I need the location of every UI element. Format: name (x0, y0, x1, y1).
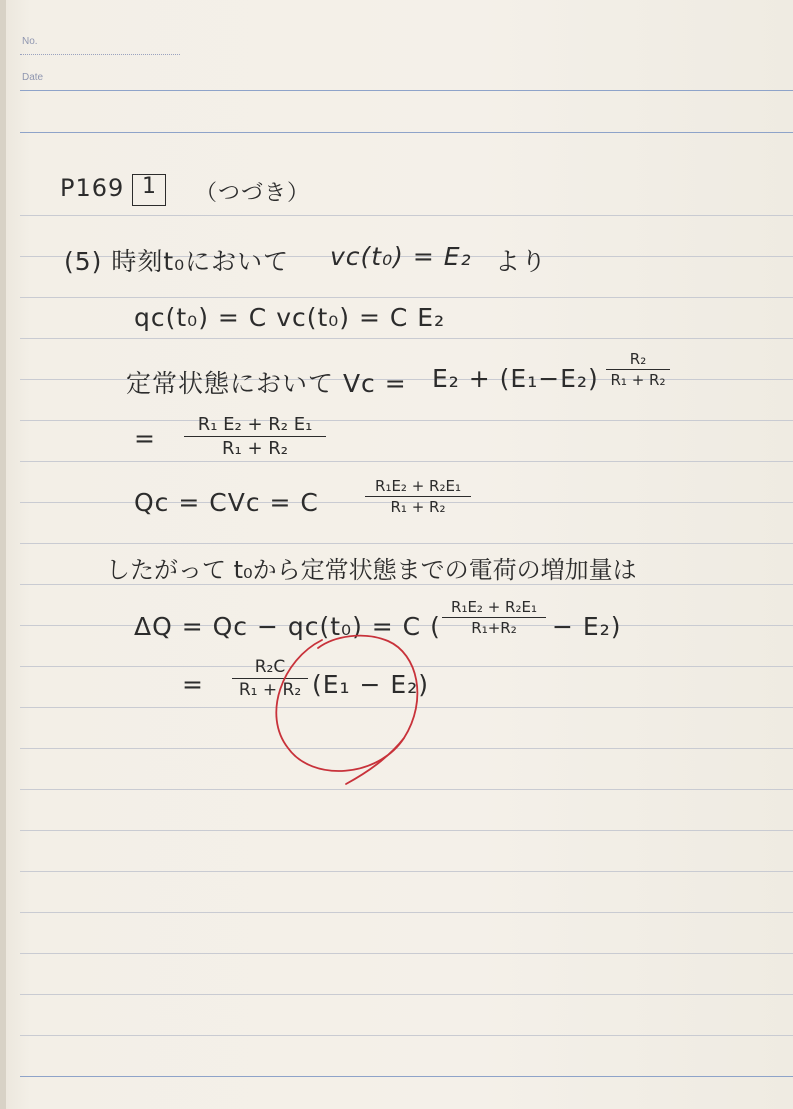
continued-note: （つづき） (195, 181, 311, 206)
line3-math: E₂ + (E₁−E₂) (432, 364, 599, 393)
line3-frac-numerator: R₂ (629, 350, 647, 368)
line3-prefix: 定常状態において Vc = (126, 369, 407, 398)
red-tail-stroke (346, 738, 404, 784)
line4-frac-numerator: R₁ E₂ + R₂ E₁ (197, 414, 313, 435)
line3-frac-denominator: R₁ + R₂ (610, 371, 666, 389)
problem-number: 1 (142, 174, 157, 199)
line5-frac-numerator: R₁E₂ + R₂E₁ (375, 477, 461, 495)
line7-frac-denominator: R₁+R₂ (471, 619, 517, 637)
line8-frac-denominator: R₁ + R₂ (238, 680, 302, 700)
line2-equation: qc(t₀) = C vc(t₀) = C E₂ (134, 303, 446, 332)
line8-equals: = (182, 670, 204, 699)
line4-equals: = (134, 424, 156, 453)
red-circle-stroke (276, 636, 417, 771)
line7-suffix: − E₂) (552, 612, 622, 641)
line1-suffix: より (495, 247, 548, 276)
line1-prefix: (5) 時刻t₀において (64, 247, 290, 276)
line7-prefix: ΔQ = Qc − qc(t₀) = C ( (134, 612, 441, 641)
line5-prefix: Qc = CVc = C (134, 488, 319, 517)
line5-frac-denominator: R₁ + R₂ (390, 498, 446, 516)
date-label: Date (22, 72, 44, 83)
line1-math: vc(t₀) = E₂ (330, 242, 472, 271)
page-reference: P169 (60, 174, 125, 202)
line4-frac-denominator: R₁ + R₂ (222, 438, 288, 459)
line7-frac-numerator: R₁E₂ + R₂E₁ (451, 598, 537, 616)
line6-text: したがって t₀から定常状態までの電荷の増加量は (106, 556, 637, 584)
no-label: No. (22, 36, 38, 47)
line8-suffix: (E₁ − E₂) (312, 670, 429, 699)
line8-frac-numerator: R₂C (254, 657, 286, 677)
